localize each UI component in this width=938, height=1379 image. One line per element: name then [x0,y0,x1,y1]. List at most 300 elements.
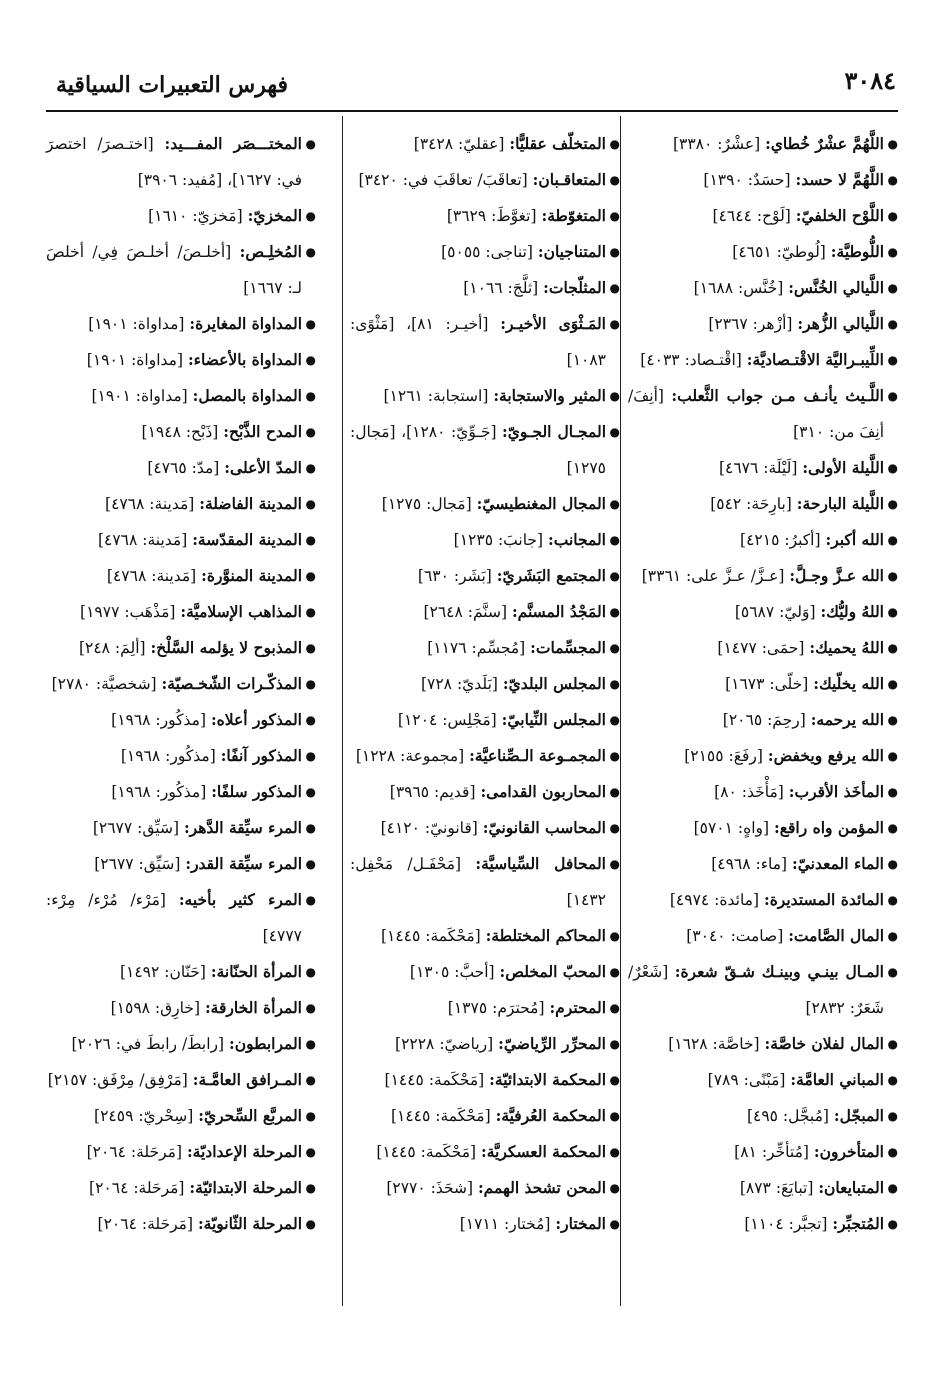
index-entry [46,306,316,342]
entry-term: المجلس النِّيابيّ: [501,710,606,729]
entry-term: المحكمة العسكريَّة: [480,1142,606,1161]
bullet-icon: ● [609,641,620,655]
entry-reference: [بارِحَة: ٥٤٢] [710,495,792,513]
bullet-icon: ● [305,893,316,907]
index-entry [628,630,898,666]
entry-term: اللُّوطيَّة: [830,242,884,261]
index-entry [628,810,898,846]
entry-term: المُتجبِّر: [832,1214,884,1233]
entry-reference: [حمَى: ١٤٧٧] [717,639,805,657]
index-entry [46,1134,316,1170]
entry-term: الله أكبر: [825,530,884,549]
bullet-icon: ● [887,857,898,871]
bullet-icon: ● [887,209,898,223]
bullet-icon: ● [305,677,316,691]
index-entry [628,486,898,522]
entry-term: المذاهب الإسلاميَّة: [180,602,302,621]
entry-term: المحن تشحذ الهمم: [477,1178,606,1197]
entry-reference: [أخلـصَ/ أخلـصَ فِي/ أخلصَ لـ: ١٦٦٧] [46,243,302,297]
entry-reference: [أنِفَ/ أنِفَ من: ٣١٠] [628,387,884,441]
entry-term: المحكمة الابتدائيّة: [489,1070,606,1089]
entry-term: المجمـوعة الـصِّناعيَّة: [469,746,606,765]
entry-reference: [مُبجَّل: ٤٩٥] [746,1107,829,1125]
entry-term: المختار: [555,1214,606,1233]
entry-reference: [مُحترَم: ١٣٧٥] [447,999,545,1017]
bullet-icon: ● [609,281,620,295]
entry-reference: [مجموعة: ١٢٢٨] [355,747,465,765]
bullet-icon: ● [887,605,898,619]
entry-reference: [بَشَر: ٦٣٠] [417,567,492,585]
entry-term: اللَّوْح الخلفيّ: [795,206,884,225]
entry-term: المَـثْوَى الأخيـر: [500,314,606,333]
bullet-icon: ● [609,173,620,187]
entry-term: اللَّيالي الخُنَّس: [788,278,884,297]
index-entry [628,702,898,738]
bullet-icon: ● [305,1181,316,1195]
bullet-icon: ● [887,893,898,907]
index-entry [628,126,898,162]
bullet-icon: ● [305,1073,316,1087]
bullet-icon: ● [609,605,620,619]
index-entry [628,954,898,1026]
index-entry [628,666,898,702]
column-divider [342,116,343,1306]
entry-term: المذكور أعلاه: [210,710,302,729]
index-entry [46,1026,316,1062]
entry-term: المخزيّ: [247,206,302,225]
index-entry [46,1098,316,1134]
index-entry [350,1170,620,1206]
entry-reference: [ألِمَ: ٢٤٨] [78,639,146,657]
entry-reference: [سَيِّق: ٢٦٧٧] [94,855,181,873]
bullet-icon: ● [609,245,620,259]
entry-reference: [ذَبْح: ١٩٤٨] [141,423,219,441]
index-entry [350,558,620,594]
index-entry [46,522,316,558]
index-entry [46,990,316,1026]
page-header [56,62,896,106]
entry-reference: [بَلَديّ: ٧٢٨] [420,675,498,693]
entry-term: المحترم: [549,998,606,1017]
bullet-icon: ● [609,533,620,547]
entry-reference: [مُجسِّم: ١١٧٦] [427,639,526,657]
index-entry [628,1170,898,1206]
bullet-icon: ● [887,785,898,799]
entry-term: اللهُ يحميك: [809,638,884,657]
entry-term: المتعاقـبان: [532,170,606,189]
entry-reference: [مداواة: ١٩٠١] [91,387,188,405]
index-entry [46,1206,316,1242]
bullet-icon: ● [609,1181,620,1195]
entry-term: المختـــصَر المفـــيد: [164,134,302,153]
entry-term: المحرِّر الرِّياضيّ: [498,1034,606,1053]
entry-term: المجلس البلديّ: [502,674,606,693]
entry-reference: [رفَعَ: ٢١٥٥] [684,747,763,765]
bullet-icon: ● [609,389,620,403]
entry-reference: [صامت: ٣٠٤٠] [686,927,784,945]
entry-term: المـرافق العامَّـة: [192,1070,302,1089]
entry-reference: [جَـوِّيّ: ١٢٨٠]، [مَجال: ١٢٧٥] [350,423,606,477]
entry-term: المذكور آنفًا: [220,746,302,765]
entry-reference: [مُختار: ١٧١١] [459,1215,551,1233]
entry-reference: [خارِق: ١٥٩٨] [110,999,200,1017]
entry-reference: [اختـصرَ/ اختصرَ في: ١٦٢٧]، [مُفيد: ٣٩٠٦] [46,135,302,189]
index-entry [46,558,316,594]
bullet-icon: ● [609,569,620,583]
bullet-icon: ● [305,317,316,331]
bullet-icon: ● [887,497,898,511]
bullet-icon: ● [887,1037,898,1051]
index-entry [628,450,898,486]
entry-reference: [مداواة: ١٩٠١] [86,351,184,369]
index-entry [46,1170,316,1206]
entry-reference: [رياضيّ: ٢٢٢٨] [395,1035,494,1053]
entry-term: المدح الذَّبْح: [223,422,302,441]
index-entry [628,234,898,270]
bullet-icon: ● [887,821,898,835]
index-entry [628,774,898,810]
bullet-icon: ● [887,749,898,763]
bullet-icon: ● [887,353,898,367]
entry-reference: [لَوْح: ٤٦٤٤] [712,207,791,225]
bullet-icon: ● [887,677,898,691]
bullet-icon: ● [609,1217,620,1231]
bullet-icon: ● [305,1001,316,1015]
index-entry [350,1062,620,1098]
entry-reference: [تبايَعَ: ٨٧٣] [739,1179,814,1197]
index-entry [46,1062,316,1098]
index-entry [628,522,898,558]
bullet-icon: ● [305,353,316,367]
entry-term: المرء سيِّقة الدَّهر: [183,818,302,837]
entry-reference: [مَدينة: ٤٧٦٨] [105,495,195,513]
entry-term: المحاربون القدامى: [480,782,606,801]
entry-term: المرء سيِّقة القدر: [185,854,302,873]
entry-reference: [ثلَّجَ: ١٠٦٦] [463,279,539,297]
entry-term: المتبايعان: [818,1178,884,1197]
entry-reference: [مدّ: ٤٧٦٥] [147,459,220,477]
bullet-icon: ● [305,389,316,403]
index-entry [46,954,316,990]
entry-reference: [تجبَّر: ١١٠٤] [744,1215,828,1233]
index-entry [350,1026,620,1062]
entry-term: المثلّجات: [543,278,606,297]
index-entry [628,270,898,306]
index-entry [628,594,898,630]
bullet-icon: ● [305,749,316,763]
entry-term: المؤمن واه راقع: [774,818,884,837]
entry-reference: [اقْتـصاد: ٤٠٣٣] [640,351,742,369]
bullet-icon: ● [305,1145,316,1159]
entry-term: المرأة الخارقة: [204,998,302,1017]
entry-term: الله عـزَّ وجـلَّ: [789,566,884,585]
entry-term: المتأخرون: [813,1142,884,1161]
entry-reference: [سِحْريّ: ٢٤٥٩] [94,1107,194,1125]
entry-reference: [مداواة: ١٩٠١] [88,315,185,333]
index-entry [628,846,898,882]
entry-term: المذبوح لا يؤلمه السَّلْخ: [150,638,302,657]
index-entry [46,594,316,630]
bullet-icon: ● [305,461,316,475]
entry-reference: [استجابة: ١٢٦١] [383,387,489,405]
entry-reference: [حَنّان: ١٤٩٢] [119,963,206,981]
entry-reference: [ماء: ٤٩٦٨] [711,855,788,873]
entry-reference: [مذكُور: ١٩٦٨] [111,783,207,801]
entry-term: المـال بينـي وبينـك شـقّ شعرة: [674,962,884,981]
bullet-icon: ● [887,1145,898,1159]
entry-term: المأخَذ الأقرب: [788,782,884,801]
entry-term: الله يرفع ويخفض: [767,746,884,765]
index-entry [350,126,620,162]
bullet-icon: ● [609,1109,620,1123]
entry-term: المدينة المقدّسة: [192,530,302,549]
entry-term: المذكّـرات الشّخـصيّة: [161,674,302,693]
entry-reference: [خُنَّس: ١٦٨٨] [693,279,784,297]
entry-term: المرابطون: [229,1034,302,1053]
bullet-icon: ● [305,245,316,259]
index-entry [350,630,620,666]
index-entry [46,774,316,810]
entry-reference: [خاصَّة: ١٦٢٨] [668,1035,760,1053]
index-entry [350,522,620,558]
entry-term: اللهُ وليُّك: [820,602,884,621]
index-entry [46,342,316,378]
entry-term: اللَّهُمَّ عشْرٌ خُطاي: [765,134,884,153]
bullet-icon: ● [887,245,898,259]
entry-term: المال الصَّامت: [788,926,884,945]
index-entry [46,450,316,486]
entry-reference: [شَعْرٌ/ شَعَرٌ: ٢٨٣٢] [628,963,884,1017]
index-entry [46,702,316,738]
bullet-icon: ● [609,821,620,835]
index-entry [46,738,316,774]
entry-reference: [حسَدٌ: ١٣٩٠] [703,171,791,189]
entry-term: المجال المغنطيسيّ: [476,494,606,513]
bullet-icon: ● [887,929,898,943]
index-entry [46,126,316,198]
entry-term: المحبّ المخلص: [499,962,606,981]
index-entry [350,702,620,738]
entry-term: المجـال الجـويّ: [502,422,606,441]
index-entry [350,486,620,522]
entry-term: المرأة الحنّانة: [210,962,302,981]
entry-term: المجسِّمات: [530,638,606,657]
index-entry [350,306,620,378]
index-column-2 [350,126,620,1306]
entry-term: اللِّيبـراليَّة الاقْتـصاديَّة: [746,350,884,369]
bullet-icon: ● [609,209,620,223]
index-entry [350,954,620,990]
entry-reference: [مَدينة: ٤٧٦٨] [97,531,188,549]
bullet-icon: ● [887,713,898,727]
index-entry [628,882,898,918]
index-column-3 [46,126,316,1306]
index-entry [628,198,898,234]
header-rule [46,110,898,112]
entry-reference: [مَرحَلة: ٢٠٦٤] [89,1179,185,1197]
bullet-icon: ● [609,785,620,799]
entry-term: اللَّهُمَّ لا حسد: [795,170,884,189]
entry-term: المرء كثير بأخيه: [178,890,302,909]
bullet-icon: ● [609,497,620,511]
bullet-icon: ● [887,533,898,547]
index-entry [628,306,898,342]
entry-term: الله يخلّيك: [813,674,884,693]
entry-reference: [عـزَّ/ عـزَّ على: ٣٣٦١] [641,567,785,585]
bullet-icon: ● [609,1001,620,1015]
index-entry [350,810,620,846]
running-title: فهرس التعبيرات السياقية [56,72,289,98]
bullet-icon: ● [609,857,620,871]
entry-term: المدينة الفاضلة: [199,494,302,513]
entry-reference: [خلّى: ١٦٧٣] [725,675,809,693]
bullet-icon: ● [887,461,898,475]
entry-term: المداواة بالأعضاء: [187,350,302,369]
index-entry [350,666,620,702]
entry-term: المجتمع البَشَريّ: [496,566,606,585]
entry-reference: [عشْرٌ: ٣٣٨٠] [672,135,761,153]
bullet-icon: ● [887,389,898,403]
index-entry [628,738,898,774]
bullet-icon: ● [305,641,316,655]
entry-term: المرحلة الابتدائيّة: [189,1178,302,1197]
entry-reference: [مَرحَلة: ٢٠٦٤] [86,1143,183,1161]
entry-term: الله يرحمه: [810,710,884,729]
entry-reference: [تغوَّطَ: ٣٦٢٩] [446,207,537,225]
bullet-icon: ● [887,173,898,187]
entry-reference: [أحبَّ: ١٣٠٥] [409,963,495,981]
entry-reference: [مَذْهَب: ١٩٧٧] [80,603,176,621]
index-column-1 [628,126,898,1306]
index-entry [350,738,620,774]
index-entry [628,1062,898,1098]
entry-reference: [شحَذَ: ٢٧٧٠] [386,1179,474,1197]
entry-reference: [سَيِّق: ٢٦٧٧] [92,819,179,837]
entry-term: المحاسب القانونيّ: [482,818,606,837]
index-entry [350,918,620,954]
index-entry [628,162,898,198]
index-entry [350,414,620,486]
entry-reference: [مَدينة: ٤٧٦٨] [106,567,197,585]
entry-reference: [مَرحَلة: ٢٠٦٤] [97,1215,193,1233]
entry-reference: [مَحْكَمة: ١٤٤٥] [376,1143,477,1161]
bullet-icon: ● [609,965,620,979]
entry-term: المائدة المستديرة: [763,890,884,909]
entry-reference: [مَحْكَمة: ١٤٤٥] [390,1107,491,1125]
index-entry [46,414,316,450]
entry-reference: [مائدة: ٤٩٧٤] [669,891,760,909]
bullet-icon: ● [887,317,898,331]
entry-reference: [مَحْكَمة: ١٤٤٥] [384,1071,485,1089]
index-entry [46,882,316,954]
entry-term: المال لفلان خاصَّة: [764,1034,884,1053]
bullet-icon: ● [305,533,316,547]
entry-term: المحكمة العُرفيَّة: [495,1106,606,1125]
index-entry [628,558,898,594]
entry-reference: [جانبَ: ١٢٣٥] [453,531,544,549]
entry-reference: [مَجْلِس: ١٢٠٤] [397,711,497,729]
entry-reference: [رابطَ/ رابطَ في: ٢٠٢٦] [71,1035,225,1053]
entry-term: المَجْدُ المسنَّم: [511,602,606,621]
index-entry [350,846,620,918]
bullet-icon: ● [887,569,898,583]
index-entry [628,1026,898,1062]
entry-reference: [مَحْكَمة: ١٤٤٥] [380,927,481,945]
entry-reference: [قانونيّ: ٤١٢٠] [380,819,478,837]
entry-term: المداواة بالمصل: [192,386,302,405]
bullet-icon: ● [609,929,620,943]
entry-reference: [وَليّ: ٥٦٨٧] [734,603,816,621]
index-entry [350,378,620,414]
entry-reference: [شخصيَّة: ٢٧٨٠] [51,675,157,693]
entry-term: المتغوّطة: [541,206,606,225]
entry-term: المتناجيان: [537,242,606,261]
index-entry [628,918,898,954]
entry-term: المُخلِـص: [239,242,302,261]
entry-term: اللَّـيث يأنـف مـن جواب الثَّعلب: [671,386,884,405]
bullet-icon: ● [887,1181,898,1195]
entry-term: المداواة المغايرة: [189,314,302,333]
bullet-icon: ● [609,1145,620,1159]
page-number: ٣٠٨٤ [844,66,896,95]
entry-term: الماء المعدنيّ: [792,854,884,873]
index-entry [46,666,316,702]
entry-term: المحاكم المختلطة: [485,926,606,945]
entry-reference: [واهٍ: ٥٧٠١] [693,819,770,837]
bullet-icon: ● [305,1217,316,1231]
index-entry [46,234,316,306]
entry-reference: [تناجى: ٥٠٥٥] [441,243,533,261]
entry-reference: [أزْهر: ٢٣٦٧] [708,315,793,333]
entry-term: المباني العامَّة: [790,1070,884,1089]
entry-term: المبجّل: [833,1106,884,1125]
index-entry [350,990,620,1026]
bullet-icon: ● [609,1073,620,1087]
bullet-icon: ● [305,1109,316,1123]
index-entry [628,342,898,378]
entry-term: المتخلّف عقليًّا: [509,134,606,153]
bullet-icon: ● [609,317,620,331]
bullet-icon: ● [887,1073,898,1087]
entry-term: اللَّيلة الأولى: [802,458,884,477]
entry-reference: [رحِمَ: ٢٠٦٥] [722,711,806,729]
entry-reference: [مُتأخِّر: ٨١] [734,1143,809,1161]
entry-reference: [مَأْخَذ: ٨٠] [714,783,784,801]
bullet-icon: ● [887,1109,898,1123]
entry-reference: [مَبْنًى: ٧٨٩] [707,1071,786,1089]
entry-reference: [مَخزيّ: ١٦١٠] [148,207,243,225]
index-entry [628,378,898,450]
index-entry [46,486,316,522]
entry-term: المحافل السِّياسيَّة: [475,854,606,873]
bullet-icon: ● [887,641,898,655]
entry-reference: [سنَّمَ: ٢٦٤٨] [423,603,507,621]
index-entry [46,378,316,414]
index-entry [628,1098,898,1134]
bullet-icon: ● [305,713,316,727]
bullet-icon: ● [305,965,316,979]
index-entry [350,234,620,270]
index-entry [350,198,620,234]
entry-reference: [مذكُور: ١٩٦٨] [120,747,216,765]
entry-reference: [مَرْء/ مُرْء/ مِرْء: ٤٧٧٧] [46,891,302,945]
index-entry [350,1206,620,1242]
entry-term: اللَّيلة البارحة: [796,494,884,513]
entry-reference: [تعاقَبَ/ تعاقَبَ في: ٣٤٢٠] [358,171,528,189]
entry-reference: [مَجال: ١٢٧٥] [381,495,472,513]
entry-term: المدينة المنوَّرة: [201,566,302,585]
entry-reference: [مَحْفَـل/ مَحْفِل: ١٤٣٢] [350,855,606,909]
